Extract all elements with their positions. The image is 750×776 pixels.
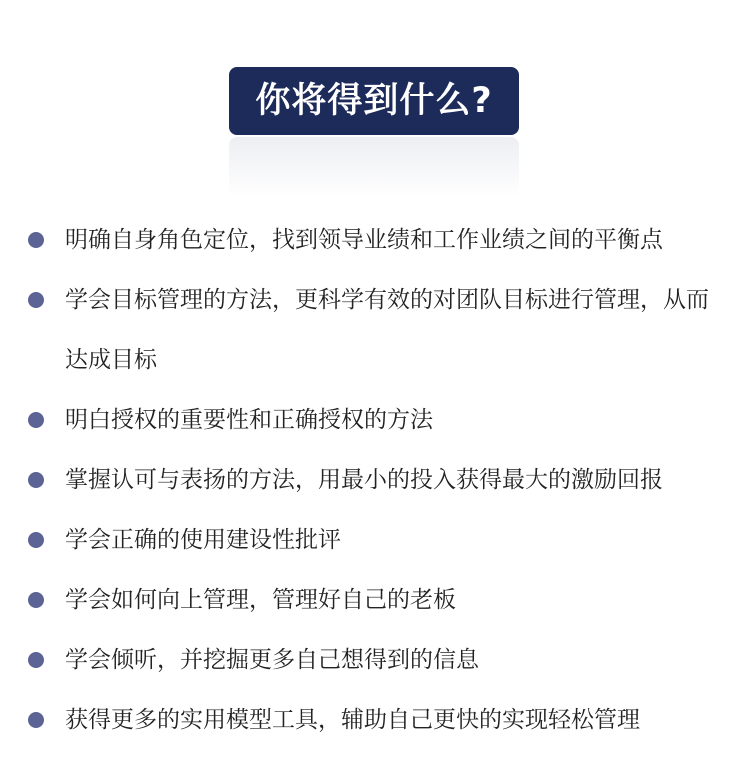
- list-item: [0, 390, 750, 450]
- bullet-dot-icon: [28, 472, 44, 488]
- bullet-dot-icon: [28, 412, 44, 428]
- list-item-text: 学会目标管理的方法，更科学有效的对团队目标进行管理，从而达成目标: [65, 287, 709, 373]
- list-item-text: 明白授权的重要性和正确授权的方法: [65, 407, 433, 433]
- list-item: [0, 690, 750, 750]
- list-item-text: 学会倾听，并挖掘更多自己想得到的信息: [65, 647, 479, 673]
- list-item-text: 学会如何向上管理，管理好自己的老板: [65, 587, 456, 613]
- list-item-text: 掌握认可与表扬的方法，用最小的投入获得最大的激励回报: [65, 467, 663, 493]
- bullet-dot-icon: [28, 712, 44, 728]
- list-item: [0, 630, 750, 690]
- list-item-text: 明确自身角色定位，找到领导业绩和工作业绩之间的平衡点: [65, 227, 663, 253]
- list-item: [0, 210, 750, 270]
- bullet-dot-icon: [28, 532, 44, 548]
- list-item: [0, 510, 750, 570]
- list-item: [0, 570, 750, 630]
- list-item-text: 学会正确的使用建设性批评: [65, 527, 341, 553]
- bullet-dot-icon: [28, 592, 44, 608]
- list-item: [0, 450, 750, 510]
- bullet-dot-icon: [28, 652, 44, 668]
- title-section: [229, 67, 519, 197]
- bullet-dot-icon: [28, 292, 44, 308]
- page-title: 你将得到什么?: [255, 81, 493, 121]
- title-badge: [229, 67, 519, 135]
- benefits-list: [0, 210, 750, 750]
- list-item-text: 获得更多的实用模型工具，辅助自己更快的实现轻松管理: [65, 707, 640, 733]
- title-reflection: [229, 137, 519, 197]
- bullet-dot-icon: [28, 232, 44, 248]
- list-item: [0, 270, 750, 390]
